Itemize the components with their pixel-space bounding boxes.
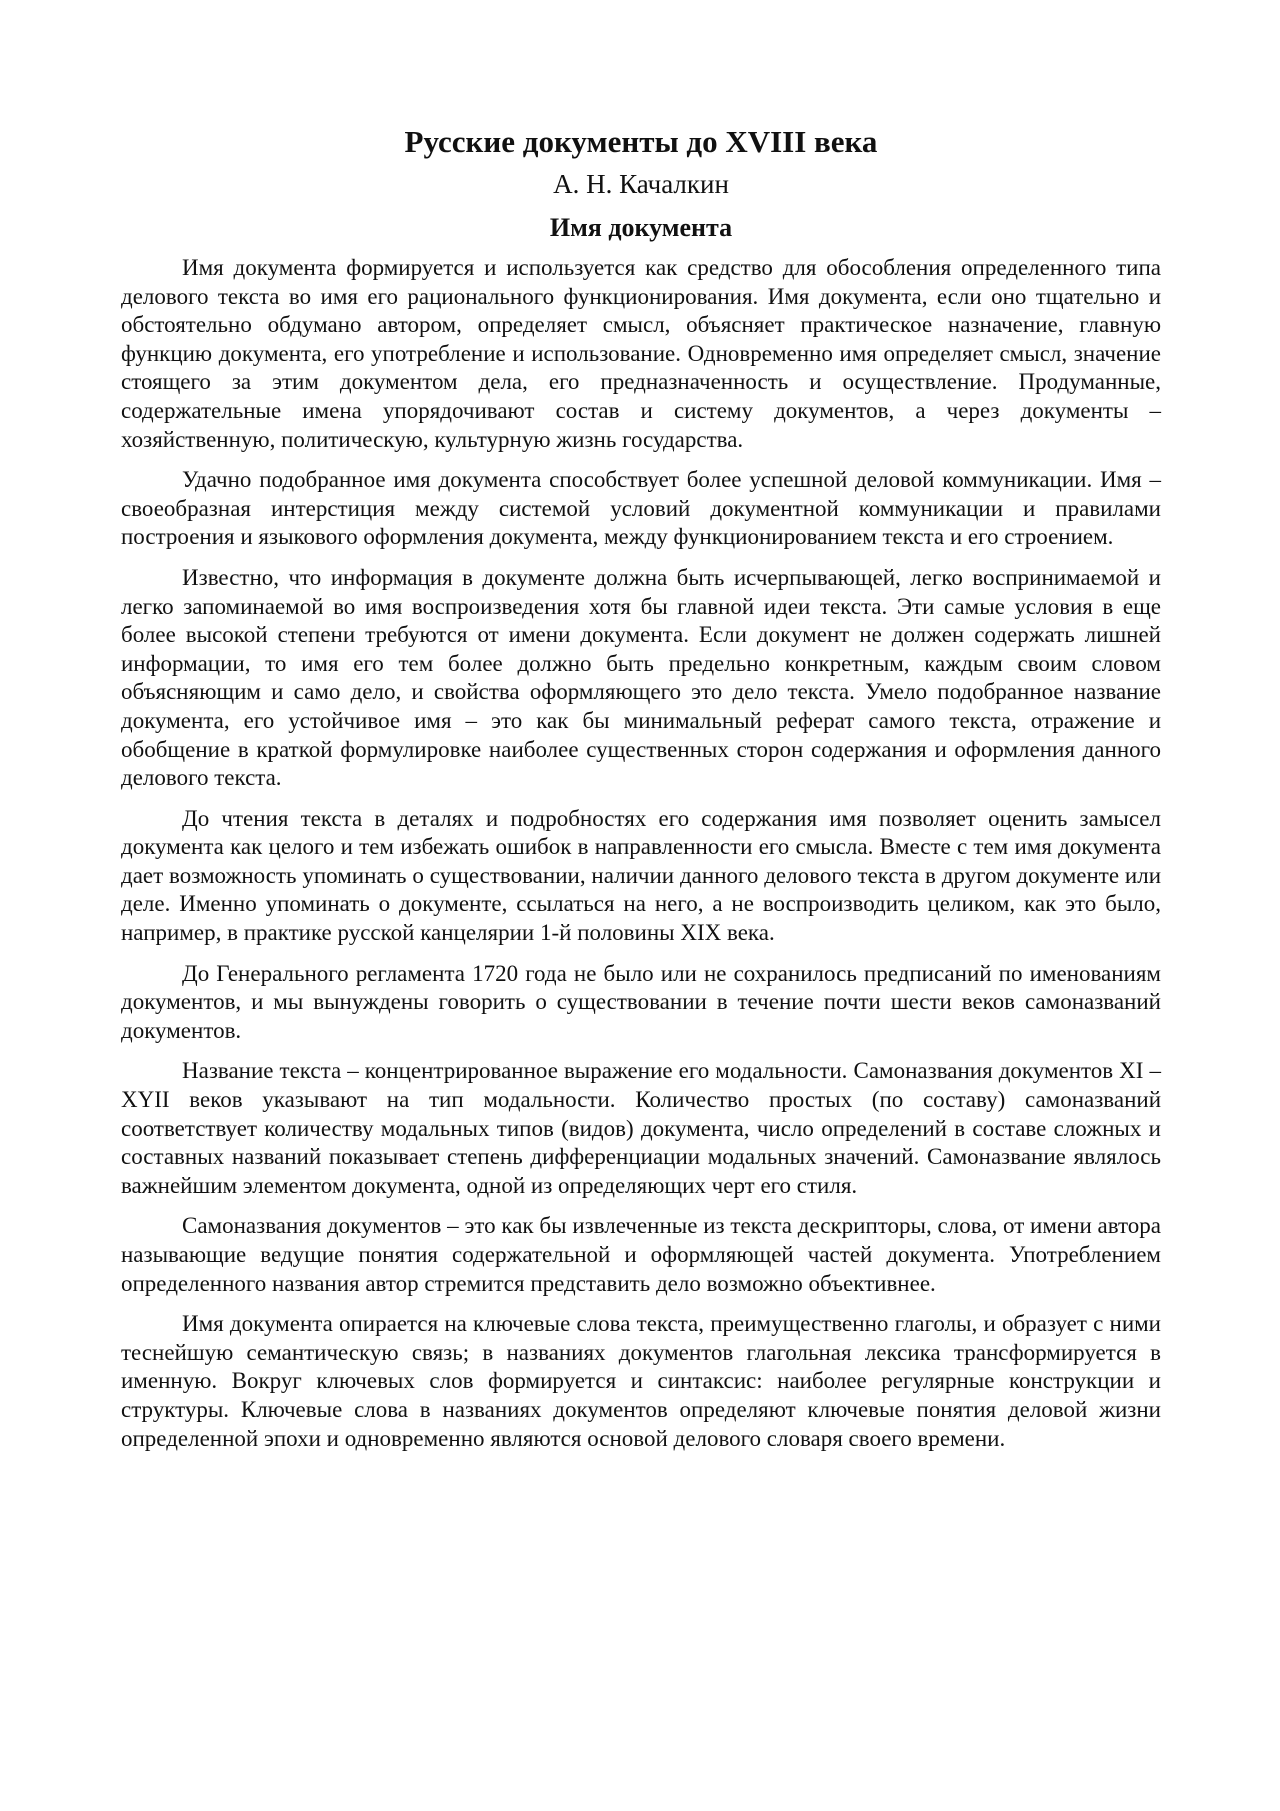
paragraph-5: До Генерального регламента 1720 года не было или не сохранилось предписаний по именованиям документов, и мы вынуждены говорить о существовании в течение почти шести веков самоназваний документов. [121, 960, 1161, 1043]
paragraph-3: Известно, что информация в документе должна быть исчерпывающей, легко воспринимаемой и легко запоминаемой во имя воспроизведения хотя бы главной идеи текста. Эти самые условия в еще более высокой степени требуются от имени документа. Если документ не должен содержать лишней информации, то имя его тем более должно быть предельно конкретным, каждым своим словом объясняющим и само дело, и свойства оформляющего это дело текста. Умело подобранное название документа, его устойчивое имя – это как бы минимальный реферат самого текста, отражение и обобщение в краткой формулировке наиболее существенных сторон содержания и оформления данного делового текста. [121, 564, 1161, 791]
paragraph-4: До чтения текста в деталях и подробностях его содержания имя позволяет оценить замысел документа как целого и тем избежать ошибок в направленности его смысла. Вместе с тем имя документа дает возможность упоминать о существовании, наличии данного делового текста в другом документе или деле. Именно упоминать о документе, ссылаться на него, а не воспроизводить целиком, как это было, например, в практике русской канцелярии 1-й половины XIX века. [121, 805, 1161, 946]
paragraph-7: Самоназвания документов – это как бы извлеченные из текста дескрипторы, слова, от имени автора называющие ведущие понятия содержательной и оформляющей частей документа. Употреблением определенного названия автор стремится представить дело возможно объективнее. [121, 1213, 1161, 1296]
document-body [121, 122, 1161, 1465]
paragraph-8: Имя документа опирается на ключевые слова текста, преимущественно глаголы, и образует с ними теснейшую семантическую связь; в названиях документов глагольная лексика трансформируется в именную. Вокруг ключевых слов формируется и синтаксис: наиболее регулярные конструкции и структуры. Ключевые слова в названиях документов определяют ключевые понятия деловой жизни определенной эпохи и одновременно являются основой делового словаря своего времени. [121, 1311, 1161, 1451]
paragraph-1: Имя документа формируется и используется как средство для обособления определенного типа делового текста во имя его рационального функционирования. Имя документа, если оно тщательно и обстоятельно обдумано автором, определяет смысл, объясняет практическое назначение, главную функцию документа, его употребление и использование. Одновременно имя определяет смысл, значение стоящего за этим документом дела, его предназначенность и осуществление. Продуманные, содержательные имена упорядочивают состав и систему документов, а через документы – хозяйственную, политическую, культурную жизнь государства. [121, 255, 1161, 452]
section-heading: Имя документа [549, 213, 733, 242]
paragraph-6: Название текста – концентрированное выражение его модальности. Самоназвания документов XI – XYII веков указывают на тип модальности. Количество простых (по составу) самоназваний соответствует количеству модальных типов (видов) документа, число определений в составе сложных и составных названий показывает степень дифференциации модальных значений. Самоназвание являлось важнейшим элементом документа, одной из определяющих черт его стиля. [121, 1058, 1161, 1198]
document-title: Русские документы до XVIII века [404, 124, 878, 159]
document-author: А. Н. Качалкин [553, 169, 729, 199]
paragraph-2: Удачно подобранное имя документа способствует более успешной деловой коммуникации. Имя – своеобразная интерстиция между системой условий документной коммуникации и правилами построения и языкового оформления документа, между функционированием текста и его строением. [121, 467, 1161, 550]
